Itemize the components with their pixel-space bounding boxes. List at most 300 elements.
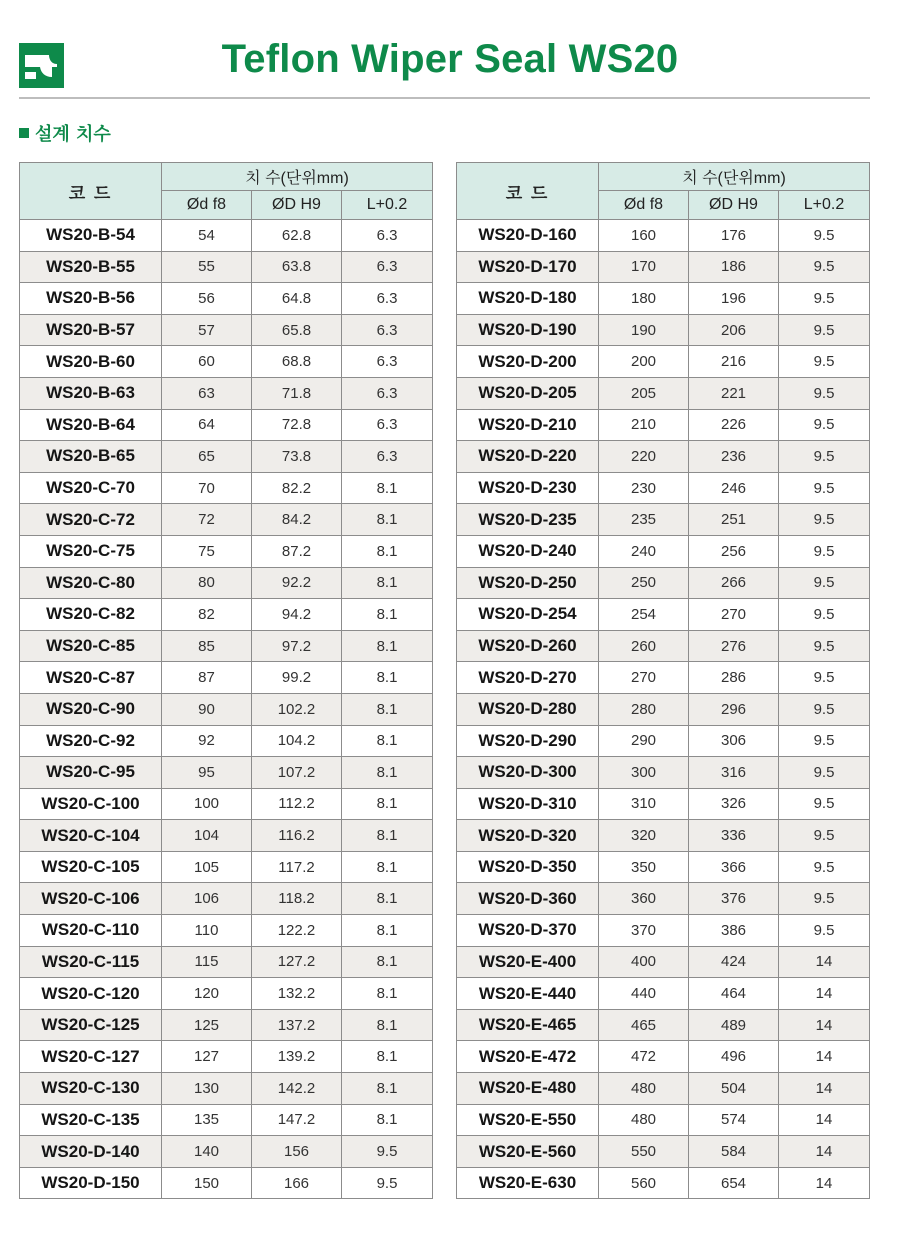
outer-diameter-cell: 306: [689, 725, 779, 757]
outer-diameter-cell: 216: [689, 346, 779, 378]
inner-diameter-cell: 95: [162, 757, 252, 789]
inner-diameter-cell: 465: [599, 1009, 689, 1041]
table-row: [20, 978, 433, 1010]
outer-diameter-cell: 97.2: [252, 630, 342, 662]
code-cell: WS20-C-100: [20, 788, 162, 820]
length-cell: 9.5: [779, 662, 870, 694]
code-cell: WS20-D-270: [457, 662, 599, 694]
code-cell: WS20-D-254: [457, 599, 599, 631]
length-cell: 9.5: [779, 409, 870, 441]
col-D-header: ØD H9: [689, 191, 779, 220]
outer-diameter-cell: 102.2: [252, 693, 342, 725]
col-L-header: L+0.2: [342, 191, 433, 220]
table-row: [457, 788, 870, 820]
section-bullet-icon: [19, 128, 29, 138]
section-heading: [19, 120, 111, 146]
code-cell: WS20-B-60: [20, 346, 162, 378]
outer-diameter-cell: 62.8: [252, 220, 342, 252]
inner-diameter-cell: 90: [162, 693, 252, 725]
outer-diameter-cell: 118.2: [252, 883, 342, 915]
inner-diameter-cell: 254: [599, 599, 689, 631]
code-cell: WS20-E-550: [457, 1104, 599, 1136]
table-row: [457, 472, 870, 504]
outer-diameter-cell: 107.2: [252, 757, 342, 789]
outer-diameter-cell: 251: [689, 504, 779, 536]
code-cell: WS20-D-235: [457, 504, 599, 536]
length-cell: 14: [779, 978, 870, 1010]
table-row: [20, 220, 433, 252]
outer-diameter-cell: 166: [252, 1167, 342, 1199]
table-row: [457, 978, 870, 1010]
code-cell: WS20-D-180: [457, 283, 599, 315]
inner-diameter-cell: 130: [162, 1073, 252, 1105]
outer-diameter-cell: 366: [689, 851, 779, 883]
code-header: 코 드: [20, 163, 162, 220]
table-row: [20, 693, 433, 725]
code-cell: WS20-D-190: [457, 314, 599, 346]
table-row: [20, 883, 433, 915]
table-row: [20, 662, 433, 694]
table-row: [20, 1073, 433, 1105]
code-cell: WS20-D-210: [457, 409, 599, 441]
code-cell: WS20-C-95: [20, 757, 162, 789]
length-cell: 8.1: [342, 1041, 433, 1073]
outer-diameter-cell: 256: [689, 535, 779, 567]
outer-diameter-cell: 236: [689, 441, 779, 473]
length-cell: 14: [779, 1073, 870, 1105]
length-cell: 9.5: [342, 1136, 433, 1168]
inner-diameter-cell: 85: [162, 630, 252, 662]
code-cell: WS20-C-106: [20, 883, 162, 915]
length-cell: 14: [779, 1009, 870, 1041]
code-cell: WS20-D-320: [457, 820, 599, 852]
table-row: [20, 630, 433, 662]
inner-diameter-cell: 65: [162, 441, 252, 473]
length-cell: 8.1: [342, 567, 433, 599]
inner-diameter-cell: 180: [599, 283, 689, 315]
inner-diameter-cell: 250: [599, 567, 689, 599]
code-cell: WS20-C-72: [20, 504, 162, 536]
dimensions-header: 치 수(단위mm): [162, 163, 433, 191]
code-cell: WS20-B-63: [20, 377, 162, 409]
table-row: [20, 820, 433, 852]
code-cell: WS20-C-87: [20, 662, 162, 694]
code-cell: WS20-D-360: [457, 883, 599, 915]
inner-diameter-cell: 370: [599, 915, 689, 947]
length-cell: 6.3: [342, 409, 433, 441]
inner-diameter-cell: 55: [162, 251, 252, 283]
table-row: [457, 883, 870, 915]
code-cell: WS20-C-75: [20, 535, 162, 567]
inner-diameter-cell: 64: [162, 409, 252, 441]
length-cell: 8.1: [342, 883, 433, 915]
code-cell: WS20-D-200: [457, 346, 599, 378]
inner-diameter-cell: 270: [599, 662, 689, 694]
inner-diameter-cell: 360: [599, 883, 689, 915]
outer-diameter-cell: 112.2: [252, 788, 342, 820]
table-row: [20, 1009, 433, 1041]
table-row: [457, 599, 870, 631]
table-row: [457, 220, 870, 252]
length-cell: 8.1: [342, 788, 433, 820]
outer-diameter-cell: 156: [252, 1136, 342, 1168]
table-row: [20, 567, 433, 599]
spec-table-left: [19, 162, 433, 1199]
outer-diameter-cell: 176: [689, 220, 779, 252]
inner-diameter-cell: 480: [599, 1073, 689, 1105]
outer-diameter-cell: 142.2: [252, 1073, 342, 1105]
outer-diameter-cell: 326: [689, 788, 779, 820]
outer-diameter-cell: 574: [689, 1104, 779, 1136]
code-cell: WS20-D-290: [457, 725, 599, 757]
table-row: [20, 346, 433, 378]
inner-diameter-cell: 100: [162, 788, 252, 820]
length-cell: 8.1: [342, 915, 433, 947]
outer-diameter-cell: 104.2: [252, 725, 342, 757]
length-cell: 8.1: [342, 1073, 433, 1105]
length-cell: 6.3: [342, 441, 433, 473]
length-cell: 8.1: [342, 504, 433, 536]
inner-diameter-cell: 230: [599, 472, 689, 504]
code-cell: WS20-D-370: [457, 915, 599, 947]
outer-diameter-cell: 654: [689, 1167, 779, 1199]
inner-diameter-cell: 54: [162, 220, 252, 252]
code-cell: WS20-C-85: [20, 630, 162, 662]
code-cell: WS20-C-82: [20, 599, 162, 631]
outer-diameter-cell: 496: [689, 1041, 779, 1073]
outer-diameter-cell: 65.8: [252, 314, 342, 346]
code-cell: WS20-D-350: [457, 851, 599, 883]
inner-diameter-cell: 57: [162, 314, 252, 346]
length-cell: 9.5: [779, 630, 870, 662]
inner-diameter-cell: 75: [162, 535, 252, 567]
inner-diameter-cell: 320: [599, 820, 689, 852]
inner-diameter-cell: 110: [162, 915, 252, 947]
outer-diameter-cell: 72.8: [252, 409, 342, 441]
length-cell: 14: [779, 1167, 870, 1199]
length-cell: 9.5: [779, 599, 870, 631]
inner-diameter-cell: 115: [162, 946, 252, 978]
length-cell: 8.1: [342, 757, 433, 789]
length-cell: 9.5: [779, 693, 870, 725]
length-cell: 8.1: [342, 725, 433, 757]
code-cell: WS20-C-130: [20, 1073, 162, 1105]
length-cell: 8.1: [342, 978, 433, 1010]
length-cell: 14: [779, 1136, 870, 1168]
code-cell: WS20-C-90: [20, 693, 162, 725]
length-cell: 9.5: [779, 441, 870, 473]
inner-diameter-cell: 87: [162, 662, 252, 694]
outer-diameter-cell: 71.8: [252, 377, 342, 409]
inner-diameter-cell: 160: [599, 220, 689, 252]
outer-diameter-cell: 68.8: [252, 346, 342, 378]
inner-diameter-cell: 200: [599, 346, 689, 378]
length-cell: 8.1: [342, 662, 433, 694]
length-cell: 9.5: [779, 251, 870, 283]
code-cell: WS20-C-115: [20, 946, 162, 978]
code-cell: WS20-D-310: [457, 788, 599, 820]
table-row: [20, 251, 433, 283]
table-row: [20, 915, 433, 947]
table-row: [20, 377, 433, 409]
table-row: [20, 409, 433, 441]
inner-diameter-cell: 135: [162, 1104, 252, 1136]
inner-diameter-cell: 550: [599, 1136, 689, 1168]
code-cell: WS20-D-160: [457, 220, 599, 252]
inner-diameter-cell: 106: [162, 883, 252, 915]
table-row: [20, 472, 433, 504]
code-cell: WS20-C-110: [20, 915, 162, 947]
length-cell: 14: [779, 1041, 870, 1073]
code-cell: WS20-B-54: [20, 220, 162, 252]
inner-diameter-cell: 235: [599, 504, 689, 536]
outer-diameter-cell: 186: [689, 251, 779, 283]
table-row: [457, 725, 870, 757]
length-cell: 8.1: [342, 535, 433, 567]
length-cell: 6.3: [342, 251, 433, 283]
code-cell: WS20-D-170: [457, 251, 599, 283]
table-row: [20, 1136, 433, 1168]
outer-diameter-cell: 316: [689, 757, 779, 789]
outer-diameter-cell: 117.2: [252, 851, 342, 883]
table-row: [457, 693, 870, 725]
length-cell: 8.1: [342, 1104, 433, 1136]
length-cell: 9.5: [779, 504, 870, 536]
table-row: [457, 630, 870, 662]
inner-diameter-cell: 60: [162, 346, 252, 378]
code-cell: WS20-D-260: [457, 630, 599, 662]
length-cell: 9.5: [779, 535, 870, 567]
table-row: [457, 757, 870, 789]
table-row: [457, 567, 870, 599]
length-cell: 8.1: [342, 472, 433, 504]
outer-diameter-cell: 132.2: [252, 978, 342, 1010]
length-cell: 6.3: [342, 220, 433, 252]
length-cell: 8.1: [342, 630, 433, 662]
outer-diameter-cell: 286: [689, 662, 779, 694]
inner-diameter-cell: 56: [162, 283, 252, 315]
table-row: [20, 314, 433, 346]
code-cell: WS20-D-230: [457, 472, 599, 504]
outer-diameter-cell: 82.2: [252, 472, 342, 504]
table-row: [457, 1136, 870, 1168]
code-cell: WS20-C-104: [20, 820, 162, 852]
inner-diameter-cell: 80: [162, 567, 252, 599]
inner-diameter-cell: 125: [162, 1009, 252, 1041]
inner-diameter-cell: 560: [599, 1167, 689, 1199]
outer-diameter-cell: 376: [689, 883, 779, 915]
outer-diameter-cell: 276: [689, 630, 779, 662]
length-cell: 9.5: [779, 915, 870, 947]
inner-diameter-cell: 190: [599, 314, 689, 346]
length-cell: 9.5: [779, 725, 870, 757]
length-cell: 9.5: [779, 346, 870, 378]
code-cell: WS20-B-55: [20, 251, 162, 283]
table-row: [457, 946, 870, 978]
outer-diameter-cell: 206: [689, 314, 779, 346]
length-cell: 9.5: [779, 220, 870, 252]
outer-diameter-cell: 87.2: [252, 535, 342, 567]
inner-diameter-cell: 120: [162, 978, 252, 1010]
length-cell: 8.1: [342, 946, 433, 978]
code-cell: WS20-D-250: [457, 567, 599, 599]
length-cell: 6.3: [342, 314, 433, 346]
outer-diameter-cell: 122.2: [252, 915, 342, 947]
table-row: [457, 441, 870, 473]
code-cell: WS20-E-630: [457, 1167, 599, 1199]
inner-diameter-cell: 260: [599, 630, 689, 662]
inner-diameter-cell: 280: [599, 693, 689, 725]
code-cell: WS20-C-125: [20, 1009, 162, 1041]
outer-diameter-cell: 464: [689, 978, 779, 1010]
code-cell: WS20-D-205: [457, 377, 599, 409]
code-cell: WS20-B-56: [20, 283, 162, 315]
outer-diameter-cell: 94.2: [252, 599, 342, 631]
inner-diameter-cell: 150: [162, 1167, 252, 1199]
outer-diameter-cell: 584: [689, 1136, 779, 1168]
outer-diameter-cell: 127.2: [252, 946, 342, 978]
col-L-header: L+0.2: [779, 191, 870, 220]
inner-diameter-cell: 210: [599, 409, 689, 441]
table-row: [457, 1104, 870, 1136]
inner-diameter-cell: 240: [599, 535, 689, 567]
inner-diameter-cell: 310: [599, 788, 689, 820]
code-cell: WS20-C-105: [20, 851, 162, 883]
code-cell: WS20-D-240: [457, 535, 599, 567]
inner-diameter-cell: 480: [599, 1104, 689, 1136]
outer-diameter-cell: 63.8: [252, 251, 342, 283]
length-cell: 9.5: [779, 757, 870, 789]
outer-diameter-cell: 424: [689, 946, 779, 978]
outer-diameter-cell: 296: [689, 693, 779, 725]
outer-diameter-cell: 226: [689, 409, 779, 441]
length-cell: 9.5: [779, 851, 870, 883]
code-cell: WS20-D-220: [457, 441, 599, 473]
outer-diameter-cell: 266: [689, 567, 779, 599]
code-cell: WS20-D-140: [20, 1136, 162, 1168]
code-cell: WS20-C-127: [20, 1041, 162, 1073]
outer-diameter-cell: 196: [689, 283, 779, 315]
length-cell: 6.3: [342, 377, 433, 409]
length-cell: 8.1: [342, 599, 433, 631]
col-D-header: ØD H9: [252, 191, 342, 220]
length-cell: 9.5: [779, 283, 870, 315]
outer-diameter-cell: 99.2: [252, 662, 342, 694]
table-row: [457, 1167, 870, 1199]
section-title: 설계 치수: [35, 124, 111, 145]
inner-diameter-cell: 105: [162, 851, 252, 883]
table-row: [20, 757, 433, 789]
length-cell: 9.5: [779, 472, 870, 504]
table-row: [20, 1041, 433, 1073]
code-cell: WS20-B-65: [20, 441, 162, 473]
inner-diameter-cell: 350: [599, 851, 689, 883]
length-cell: 9.5: [779, 788, 870, 820]
table-row: [457, 1041, 870, 1073]
length-cell: 9.5: [779, 314, 870, 346]
inner-diameter-cell: 205: [599, 377, 689, 409]
length-cell: 14: [779, 946, 870, 978]
table-row: [20, 504, 433, 536]
inner-diameter-cell: 63: [162, 377, 252, 409]
code-cell: WS20-B-64: [20, 409, 162, 441]
code-cell: WS20-E-465: [457, 1009, 599, 1041]
code-cell: WS20-D-280: [457, 693, 599, 725]
outer-diameter-cell: 92.2: [252, 567, 342, 599]
outer-diameter-cell: 270: [689, 599, 779, 631]
inner-diameter-cell: 440: [599, 978, 689, 1010]
length-cell: 6.3: [342, 283, 433, 315]
table-row: [20, 1104, 433, 1136]
inner-diameter-cell: 70: [162, 472, 252, 504]
table-row: [457, 283, 870, 315]
outer-diameter-cell: 137.2: [252, 1009, 342, 1041]
outer-diameter-cell: 504: [689, 1073, 779, 1105]
length-cell: 6.3: [342, 346, 433, 378]
inner-diameter-cell: 300: [599, 757, 689, 789]
table-row: [457, 820, 870, 852]
table-row: [20, 599, 433, 631]
table-row: [457, 504, 870, 536]
col-d-header: Ød f8: [162, 191, 252, 220]
code-header: 코 드: [457, 163, 599, 220]
outer-diameter-cell: 489: [689, 1009, 779, 1041]
length-cell: 8.1: [342, 1009, 433, 1041]
code-cell: WS20-C-70: [20, 472, 162, 504]
code-cell: WS20-E-480: [457, 1073, 599, 1105]
table-row: [20, 535, 433, 567]
title-divider: [19, 97, 870, 99]
table-row: [457, 251, 870, 283]
table-row: [457, 314, 870, 346]
table-row: [457, 346, 870, 378]
inner-diameter-cell: 220: [599, 441, 689, 473]
table-row: [20, 725, 433, 757]
code-cell: WS20-B-57: [20, 314, 162, 346]
col-d-header: Ød f8: [599, 191, 689, 220]
outer-diameter-cell: 336: [689, 820, 779, 852]
outer-diameter-cell: 84.2: [252, 504, 342, 536]
length-cell: 9.5: [779, 377, 870, 409]
outer-diameter-cell: 64.8: [252, 283, 342, 315]
outer-diameter-cell: 147.2: [252, 1104, 342, 1136]
length-cell: 8.1: [342, 693, 433, 725]
inner-diameter-cell: 72: [162, 504, 252, 536]
inner-diameter-cell: 170: [599, 251, 689, 283]
outer-diameter-cell: 246: [689, 472, 779, 504]
spec-table-right: [456, 162, 870, 1199]
page-title: Teflon Wiper Seal WS20: [221, 37, 679, 81]
length-cell: 9.5: [342, 1167, 433, 1199]
dimensions-header: 치 수(단위mm): [599, 163, 870, 191]
length-cell: 8.1: [342, 820, 433, 852]
table-row: [20, 1167, 433, 1199]
length-cell: 8.1: [342, 851, 433, 883]
outer-diameter-cell: 221: [689, 377, 779, 409]
code-cell: WS20-C-80: [20, 567, 162, 599]
table-row: [457, 662, 870, 694]
code-cell: WS20-E-472: [457, 1041, 599, 1073]
length-cell: 9.5: [779, 883, 870, 915]
code-cell: WS20-E-440: [457, 978, 599, 1010]
table-row: [457, 535, 870, 567]
table-row: [457, 409, 870, 441]
outer-diameter-cell: 386: [689, 915, 779, 947]
table-row: [20, 441, 433, 473]
inner-diameter-cell: 127: [162, 1041, 252, 1073]
outer-diameter-cell: 139.2: [252, 1041, 342, 1073]
code-cell: WS20-C-92: [20, 725, 162, 757]
